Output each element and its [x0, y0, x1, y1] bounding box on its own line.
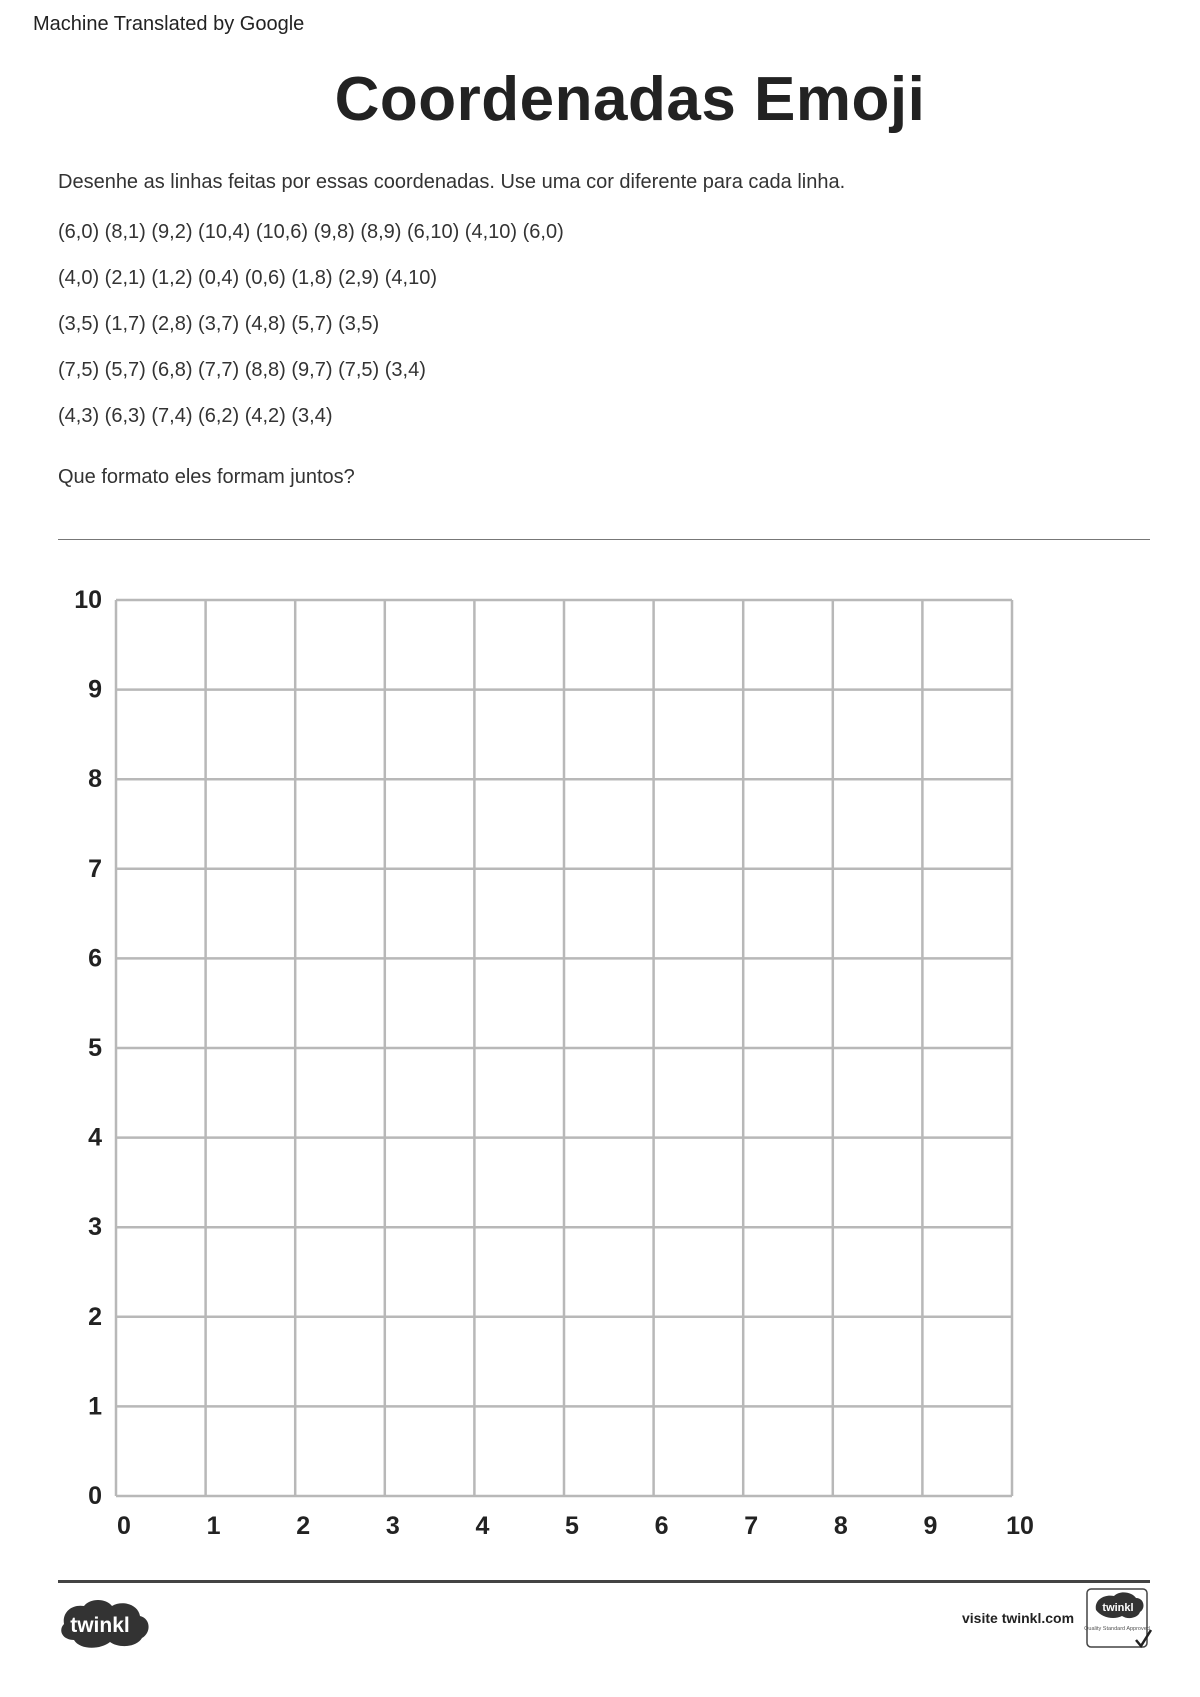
- y-tick-label: 0: [88, 1482, 102, 1510]
- badge-logo-text: twinkl: [1102, 1602, 1134, 1614]
- y-tick-label: 1: [88, 1392, 102, 1421]
- page-title: Coordenadas Emoji: [334, 65, 926, 134]
- y-tick-label: 7: [88, 854, 102, 883]
- quality-badge: [1084, 1586, 1154, 1652]
- instruction-text: Desenhe as linhas feitas por essas coordenadas. Use uma cor diferente para cada linha.: [58, 171, 846, 193]
- coordinate-line-5: (4,3) (6,3) (7,4) (6,2) (4,2) (3,4): [58, 405, 333, 427]
- visit-link[interactable]: visite twinkl.com: [962, 1610, 1075, 1626]
- x-tick-label: 1: [206, 1512, 221, 1540]
- x-tick-label: 4: [475, 1512, 490, 1540]
- x-tick-label: 0: [117, 1512, 131, 1540]
- coordinate-line-3: (3,5) (1,7) (2,8) (3,7) (4,8) (5,7) (3,5): [58, 313, 380, 335]
- twinkl-logo: [56, 1594, 152, 1650]
- y-tick-label: 2: [88, 1302, 102, 1331]
- question-text: Que formato eles formam juntos?: [58, 466, 355, 488]
- x-tick-label: 7: [744, 1512, 759, 1540]
- logo-text: twinkl: [70, 1614, 130, 1637]
- x-tick-label: 2: [296, 1512, 311, 1540]
- x-tick-label: 3: [385, 1512, 400, 1540]
- x-tick-label: 5: [565, 1512, 579, 1540]
- y-tick-label: 6: [88, 944, 102, 973]
- y-tick-label: 10: [74, 586, 102, 614]
- y-tick-label: 3: [88, 1213, 102, 1242]
- machine-translation-note: Machine Translated by Google: [33, 13, 305, 35]
- x-tick-label: 10: [1006, 1512, 1034, 1540]
- y-tick-label: 9: [88, 675, 102, 704]
- x-tick-label: 6: [654, 1512, 669, 1540]
- y-tick-label: 4: [88, 1123, 102, 1152]
- x-tick-label: 9: [923, 1512, 938, 1540]
- badge-caption: Quality Standard Approved: [1084, 1626, 1150, 1632]
- y-tick-label: 5: [88, 1034, 102, 1062]
- coordinate-line-4: (7,5) (5,7) (6,8) (7,7) (8,8) (9,7) (7,5) (3,4): [58, 359, 426, 381]
- y-tick-label: 8: [88, 765, 102, 794]
- footer-divider: [58, 1580, 1150, 1583]
- x-tick-label: 8: [833, 1512, 848, 1540]
- coordinate-line-1: (6,0) (8,1) (9,2) (10,4) (10,6) (9,8) (8,9) (6,10) (4,10) (6,0): [58, 221, 564, 243]
- coordinate-line-2: (4,0) (2,1) (1,2) (0,4) (0,6) (1,8) (2,9) (4,10): [58, 267, 438, 289]
